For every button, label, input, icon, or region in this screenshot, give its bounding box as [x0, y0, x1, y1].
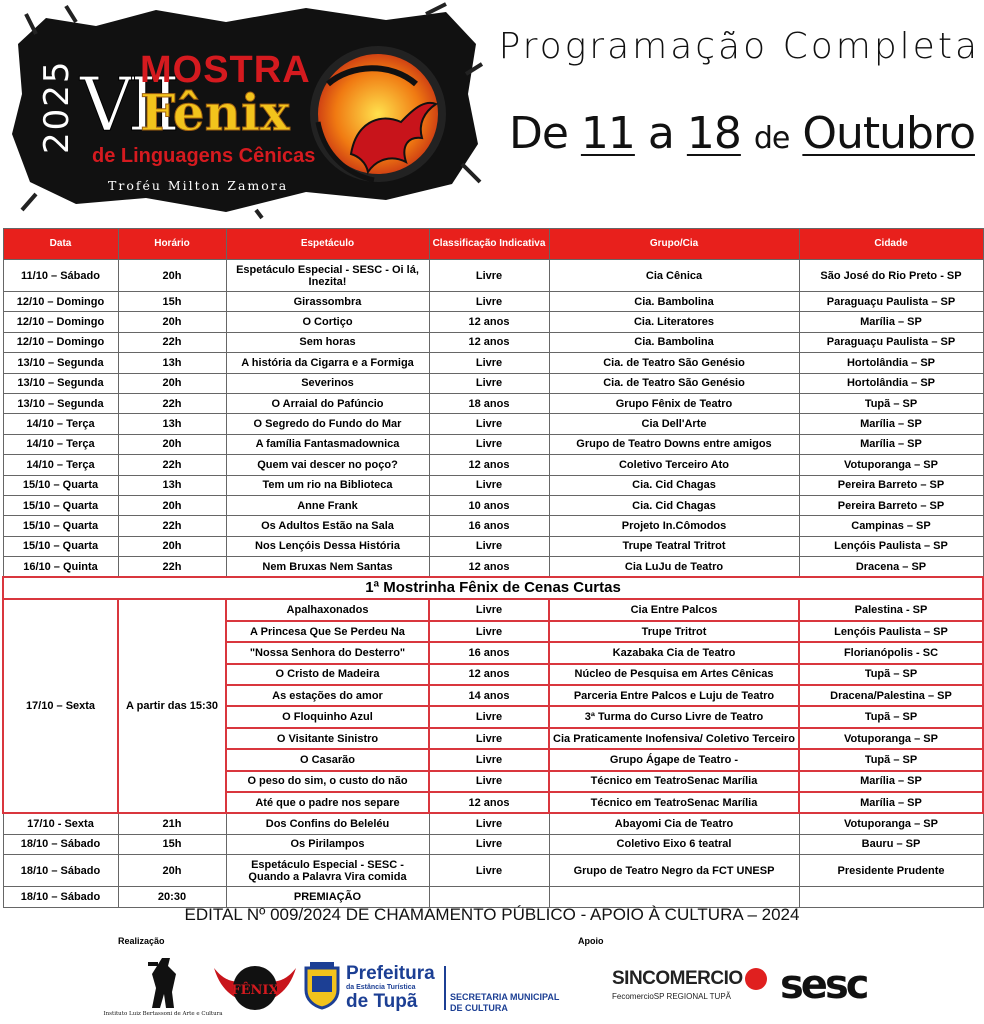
cell-grupo: Coletivo Eixo 6 teatral [549, 834, 799, 854]
block-title: 1ª Mostrinha Fênix de Cenas Curtas [3, 577, 983, 599]
cell-grupo [549, 887, 799, 907]
table-row [3, 495, 983, 515]
fenix-small-logo [210, 958, 300, 1020]
cell-cidade: Dracena – SP [799, 557, 983, 578]
cell-cidade: Hortolândia – SP [799, 353, 983, 373]
cell-espetaculo: "Nossa Senhora do Desterro" [226, 642, 429, 663]
instituto-name: Instituto Luiz Bertassoni de Arte e Cultura [103, 1011, 223, 1017]
cell-espetaculo: O Cristo de Madeira [226, 664, 429, 685]
table-row [3, 536, 983, 556]
cell-classificacao: Livre [429, 855, 549, 887]
instituto-logo [103, 952, 223, 1022]
cell-espetaculo: Espetáculo Especial - SESC - Oi lá, Inezita! [226, 260, 429, 292]
cell-cidade: Dracena/Palestina – SP [799, 685, 983, 706]
cell-horario: 13h [118, 353, 226, 373]
cell-espetaculo: PREMIAÇÃO [226, 887, 429, 907]
cell-cidade: Marília – SP [799, 312, 983, 332]
cell-espetaculo: O Floquinho Azul [226, 706, 429, 727]
cell-espetaculo: O Casarão [226, 749, 429, 770]
prefeitura-line1: Prefeitura [346, 963, 435, 984]
cell-cidade: Palestina - SP [799, 599, 983, 620]
logo-year: 2025 [37, 59, 77, 154]
cell-grupo: Kazabaka Cia de Teatro [549, 642, 799, 663]
cell-cidade: Votuporanga – SP [799, 728, 983, 749]
cell-classificacao: Livre [429, 536, 549, 556]
cell-classificacao: 12 anos [429, 664, 549, 685]
cell-espetaculo: Os Pirilampos [226, 834, 429, 854]
cell-espetaculo: Tem um rio na Biblioteca [226, 475, 429, 495]
cell-classificacao: 12 anos [429, 557, 549, 578]
cell-classificacao: Livre [429, 834, 549, 854]
cell-grupo: Cia Cênica [549, 260, 799, 292]
header-espetaculo: Espetáculo [226, 229, 429, 260]
cell-espetaculo: O Cortiço [226, 312, 429, 332]
cell-cidade: Pereira Barreto – SP [799, 495, 983, 515]
cell-cidade: Tupã – SP [799, 706, 983, 727]
cell-classificacao: Livre [429, 260, 549, 292]
cell-espetaculo: Nem Bruxas Nem Santas [226, 557, 429, 578]
table-row [3, 414, 983, 434]
cell-cidade [799, 887, 983, 907]
mostra-fenix-logo [6, 4, 482, 218]
table-row [3, 292, 983, 312]
cell-grupo: Cia Entre Palcos [549, 599, 799, 620]
cell-classificacao: Livre [429, 706, 549, 727]
logo-fenix: Fênix [140, 83, 290, 142]
sincomercio-icon [745, 968, 767, 990]
cell-espetaculo: Dos Confins do Beleléu [226, 813, 429, 834]
table-row [3, 599, 983, 620]
secretaria-line2: DE CULTURA [450, 1003, 508, 1013]
cell-classificacao: Livre [429, 414, 549, 434]
table-row [3, 393, 983, 413]
cell-grupo: Núcleo de Pesquisa em Artes Cênicas [549, 664, 799, 685]
table-row [3, 434, 983, 454]
cell-horario: 15h [118, 834, 226, 854]
cell-grupo: Grupo de Teatro Downs entre amigos [549, 434, 799, 454]
cell-horario: 20h [118, 312, 226, 332]
cell-grupo: Coletivo Terceiro Ato [549, 455, 799, 475]
cell-cidade: Hortolândia – SP [799, 373, 983, 393]
cell-classificacao: 16 anos [429, 516, 549, 536]
cell-cidade: Bauru – SP [799, 834, 983, 854]
header-horario: Horário [118, 229, 226, 260]
cell-cidade: Florianópolis - SC [799, 642, 983, 663]
cell-cidade: Marília – SP [799, 771, 983, 792]
cell-data: 13/10 – Segunda [3, 393, 118, 413]
fenix-small-text: FÊNIX [231, 983, 279, 998]
cell-grupo: Técnico em TeatroSenac Marília [549, 792, 799, 813]
sincomercio-logo [612, 968, 777, 1001]
cell-grupo: Trupe Tritrot [549, 621, 799, 642]
sesc-text: sesc [780, 962, 867, 1008]
cell-espetaculo: Nos Lençóis Dessa História [226, 536, 429, 556]
cell-espetaculo: Apalhaxonados [226, 599, 429, 620]
date-range [470, 108, 975, 159]
cell-classificacao: Livre [429, 599, 549, 620]
cell-data: 15/10 – Quarta [3, 475, 118, 495]
apoio-label: Apoio [578, 936, 604, 946]
cell-espetaculo: A história da Cigarra e a Formiga [226, 353, 429, 373]
cell-horario: 20h [118, 373, 226, 393]
cell-horario: 20h [118, 434, 226, 454]
date-month: Outubro [802, 108, 975, 159]
schedule-table [2, 228, 984, 908]
prefeitura-logo [346, 964, 446, 1011]
cell-classificacao: Livre [429, 373, 549, 393]
cell-cidade: Marília – SP [799, 414, 983, 434]
cell-grupo: Abayomi Cia de Teatro [549, 813, 799, 834]
prefeitura-line2: da Estância Turística [346, 984, 416, 991]
cell-cidade: Marília – SP [799, 434, 983, 454]
cell-grupo: Cia. Bambolina [549, 292, 799, 312]
cell-classificacao: 12 anos [429, 312, 549, 332]
cell-classificacao: Livre [429, 292, 549, 312]
cell-horario: 22h [118, 516, 226, 536]
table-row [3, 260, 983, 292]
sponsor-divider [444, 966, 446, 1010]
cell-data: 14/10 – Terça [3, 455, 118, 475]
cell-cidade: Marília – SP [799, 792, 983, 813]
table-row [3, 813, 983, 834]
cell-grupo: Cia Praticamente Inofensiva/ Coletivo Terceiro [549, 728, 799, 749]
table-row [3, 475, 983, 495]
cell-espetaculo: O peso do sim, o custo do não [226, 771, 429, 792]
cell-grupo: 3ª Turma do Curso Livre de Teatro [549, 706, 799, 727]
cell-data: 13/10 – Segunda [3, 373, 118, 393]
cell-classificacao: 12 anos [429, 332, 549, 352]
cell-grupo: Técnico em TeatroSenac Marília [549, 771, 799, 792]
logo-trophy: Troféu Milton Zamora [108, 178, 289, 193]
cell-horario: 22h [118, 455, 226, 475]
logo-mostra: MOSTRA [140, 49, 311, 91]
cell-cidade: Paraguaçu Paulista – SP [799, 332, 983, 352]
cell-grupo: Cia. Cid Chagas [549, 475, 799, 495]
cell-cidade: Tupã – SP [799, 393, 983, 413]
sincomercio-name: SINCOMERCIO [612, 968, 743, 989]
cell-grupo: Trupe Teatral Tritrot [549, 536, 799, 556]
table-row [3, 312, 983, 332]
cell-grupo: Grupo de Teatro Negro da FCT UNESP [549, 855, 799, 887]
cell-classificacao: Livre [429, 749, 549, 770]
cell-espetaculo: Até que o padre nos separe [226, 792, 429, 813]
cell-grupo: Grupo Fênix de Teatro [549, 393, 799, 413]
table-row [3, 516, 983, 536]
sesc-logo [780, 962, 870, 1008]
block-title-row [3, 577, 983, 599]
cell-espetaculo: Severinos [226, 373, 429, 393]
table-header-row [3, 229, 983, 260]
cell-cidade: Lençóis Paulista – SP [799, 621, 983, 642]
prefeitura-line3: de Tupã [346, 991, 418, 1012]
cell-horario: 22h [118, 332, 226, 352]
date-connector: a [647, 108, 674, 159]
cell-horario: 20h [118, 495, 226, 515]
cell-classificacao: Livre [429, 621, 549, 642]
table-row [3, 557, 983, 578]
cell-grupo: Grupo Ágape de Teatro - [549, 749, 799, 770]
cell-classificacao [429, 887, 549, 907]
table-row [3, 332, 983, 352]
secretaria-logo [450, 992, 575, 1014]
cell-classificacao: Livre [429, 475, 549, 495]
cell-data: 12/10 – Domingo [3, 332, 118, 352]
cell-classificacao: 12 anos [429, 455, 549, 475]
cell-horario: 20h [118, 260, 226, 292]
cell-data: 12/10 – Domingo [3, 292, 118, 312]
cell-data: 17/10 - Sexta [3, 813, 118, 834]
cell-espetaculo: As estações do amor [226, 685, 429, 706]
cell-espetaculo: O Segredo do Fundo do Mar [226, 414, 429, 434]
cell-espetaculo: Espetáculo Especial - SESC - Quando a Palavra Vira comida [226, 855, 429, 887]
cell-cidade: Campinas – SP [799, 516, 983, 536]
table-row [3, 353, 983, 373]
cell-horario: 13h [118, 414, 226, 434]
secretaria-line1: SECRETARIA MUNICIPAL [450, 992, 560, 1002]
cell-data: 11/10 – Sábado [3, 260, 118, 292]
table-row [3, 887, 983, 907]
cell-data: 18/10 – Sábado [3, 834, 118, 854]
date-prefix: De [508, 108, 568, 159]
cell-grupo: Cia. de Teatro São Genésio [549, 353, 799, 373]
cell-data: 14/10 – Terça [3, 434, 118, 454]
cell-espetaculo: O Visitante Sinistro [226, 728, 429, 749]
cell-cidade: Votuporanga – SP [799, 455, 983, 475]
cell-horario: 20h [118, 855, 226, 887]
cell-grupo: Parceria Entre Palcos e Luju de Teatro [549, 685, 799, 706]
cell-data: 18/10 – Sábado [3, 887, 118, 907]
cell-data: 18/10 – Sábado [3, 855, 118, 887]
cell-espetaculo: A Princesa Que Se Perdeu Na [226, 621, 429, 642]
cell-horario: 20:30 [118, 887, 226, 907]
cell-grupo: Cia. Bambolina [549, 332, 799, 352]
cell-espetaculo: Sem horas [226, 332, 429, 352]
cell-classificacao: Livre [429, 353, 549, 373]
cell-espetaculo: Girassombra [226, 292, 429, 312]
date-start: 11 [580, 108, 635, 159]
cell-cidade: Pereira Barreto – SP [799, 475, 983, 495]
cell-classificacao: 12 anos [429, 792, 549, 813]
cell-horario: 21h [118, 813, 226, 834]
cell-horario: 22h [118, 557, 226, 578]
table-row [3, 455, 983, 475]
header-cidade: Cidade [799, 229, 983, 260]
cell-espetaculo: Os Adultos Estão na Sala [226, 516, 429, 536]
block-date: 17/10 – Sexta [3, 599, 118, 813]
header-classificacao: Classificação Indicativa [429, 229, 549, 260]
edital-text: EDITAL Nº 009/2024 DE CHAMAMENTO PÚBLICO - APOIO À CULTURA – 2024 [184, 905, 800, 924]
cell-horario: 15h [118, 292, 226, 312]
cell-data: 15/10 – Quarta [3, 516, 118, 536]
realizacao-label: Realização [118, 936, 165, 946]
block-time: A partir das 15:30 [118, 599, 226, 813]
cell-data: 15/10 – Quarta [3, 536, 118, 556]
cell-cidade: Paraguaçu Paulista – SP [799, 292, 983, 312]
header-grupo: Grupo/Cia [549, 229, 799, 260]
cell-horario: 13h [118, 475, 226, 495]
cell-grupo: Cia Dell'Arte [549, 414, 799, 434]
logo-subtitle: de Linguagens Cênicas [92, 145, 316, 167]
cell-espetaculo: O Arraial do Pafúncio [226, 393, 429, 413]
header-data: Data [3, 229, 118, 260]
table-row [3, 855, 983, 887]
cell-grupo: Projeto In.Cômodos [549, 516, 799, 536]
cell-horario: 20h [118, 536, 226, 556]
cell-grupo: Cia LuJu de Teatro [549, 557, 799, 578]
cell-espetaculo: A família Fantasmadownica [226, 434, 429, 454]
cell-data: 15/10 – Quarta [3, 495, 118, 515]
cell-data: 14/10 – Terça [3, 414, 118, 434]
cell-classificacao: Livre [429, 813, 549, 834]
cell-classificacao: 18 anos [429, 393, 549, 413]
cell-espetaculo: Anne Frank [226, 495, 429, 515]
page-title: Programação Completa [498, 26, 980, 67]
tupa-coat-of-arms-icon [304, 962, 340, 1008]
table-row [3, 834, 983, 854]
cell-espetaculo: Quem vai descer no poço? [226, 455, 429, 475]
cell-classificacao: 16 anos [429, 642, 549, 663]
date-of: de [753, 121, 790, 156]
cell-classificacao: 14 anos [429, 685, 549, 706]
cell-cidade: Tupã – SP [799, 664, 983, 685]
cell-classificacao: Livre [429, 771, 549, 792]
cell-cidade: Votuporanga – SP [799, 813, 983, 834]
cell-horario: 22h [118, 393, 226, 413]
cell-classificacao: Livre [429, 434, 549, 454]
cell-classificacao: 10 anos [429, 495, 549, 515]
cell-cidade: Presidente Prudente [799, 855, 983, 887]
cell-data: 12/10 – Domingo [3, 312, 118, 332]
logo-edition: VII [80, 62, 174, 148]
cell-grupo: Cia. Literatores [549, 312, 799, 332]
cell-grupo: Cia. de Teatro São Genésio [549, 373, 799, 393]
cell-cidade: São José do Rio Preto - SP [799, 260, 983, 292]
cell-data: 13/10 – Segunda [3, 353, 118, 373]
cell-cidade: Tupã – SP [799, 749, 983, 770]
cell-grupo: Cia. Cid Chagas [549, 495, 799, 515]
date-end: 18 [686, 108, 741, 159]
cell-classificacao: Livre [429, 728, 549, 749]
cell-cidade: Lençóis Paulista – SP [799, 536, 983, 556]
sincomercio-sub: FecomercioSP REGIONAL TUPÃ [612, 992, 731, 1001]
table-row [3, 373, 983, 393]
cell-data: 16/10 – Quinta [3, 557, 118, 578]
